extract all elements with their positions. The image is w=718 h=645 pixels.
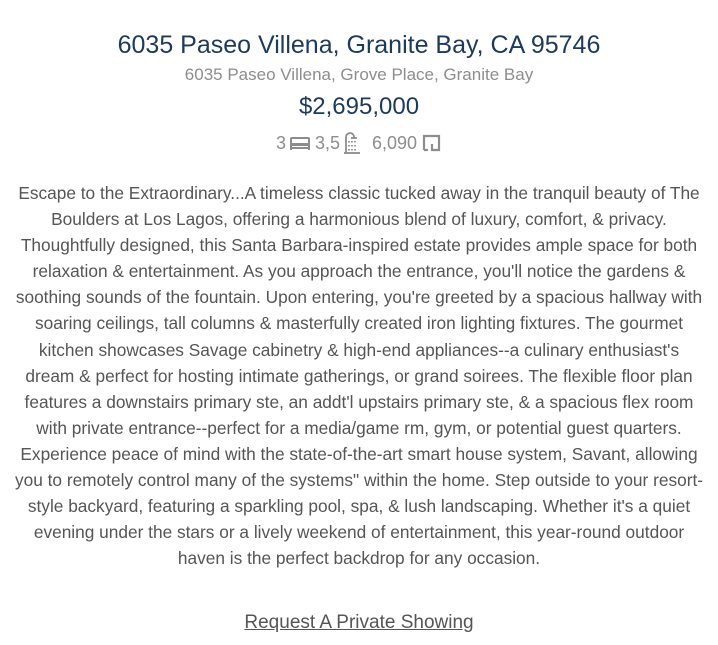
listing-title: 6035 Paseo Villena, Granite Bay, CA 95746 [117, 31, 601, 59]
sqft-value: 6,090 [372, 133, 418, 153]
beds-count: 3 [275, 133, 286, 153]
baths-stat [315, 131, 361, 155]
listing-stats [0, 131, 718, 155]
listing-price: $2,695,000 [298, 93, 420, 120]
bath-icon [340, 132, 361, 154]
listing-description: Escape to the Extraordinary...A timeless classic tucked away in the tranquil beauty of The Boulders at Los Lagos, offering a harmonious blend of luxury, comfort, & privacy. Thoughtfully designed, this Santa Barbara-inspired estate provides ample space for both relaxation & entertainment. As you approach the entrance, you'll notice the gardens & soothing sounds of the fountain. Upon entering, you're greeted by a spacious hallway with soaring ceilings, tall columns & masterfully created iron lighting fixtures. The gourmet kitchen showcases Savage cabinetry & high-end appliances--a culinary enthusiast's dream & perfect for hosting intimate gatherings, or grand soirees. The flexible floor plan features a downstairs primary ste, an addt'l upstairs primary ste, & a spacious flex room with private entrance--perfect for a media/game rm, gym, or potential guest quarters. Experience peace of mind with the state-of-the-art smart house system, Savant, allowing you to remotely control many of the systems" within the home. Step outside to your resort-style backyard, featuring a sparkling pool, spa, & lush landscaping. Whether it's a quiet evening under the stars or a lively weekend of entertainment, this year-round outdoor haven is the perfect backdrop for any occasion. [14, 183, 704, 569]
baths-count: 3,5 [314, 133, 340, 153]
request-showing-link[interactable]: Request A Private Showing [244, 612, 474, 633]
floorplan-icon [417, 133, 442, 153]
bed-icon [286, 135, 311, 152]
listing-subtitle: 6035 Paseo Villena, Grove Place, Granite Bay [184, 65, 534, 84]
beds-stat [276, 131, 311, 155]
cta-container [0, 611, 718, 635]
sqft-stat [372, 131, 442, 155]
